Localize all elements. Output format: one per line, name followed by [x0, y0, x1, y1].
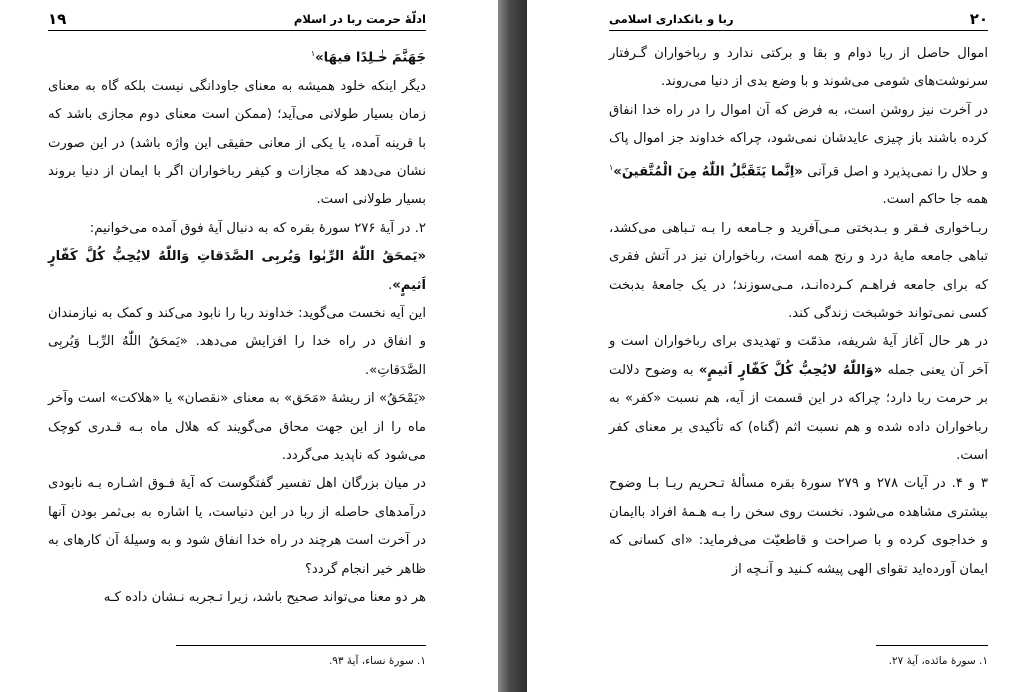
footnote-marker: ۱: [310, 49, 316, 58]
paragraph: در آخرت نیز روشن است، به فرض که آن اموال را در راه خدا انفاق کرده باشند باز چیزی عایدشان نمی‌شود، چراکه خداوند جز اموال پاک و حلال را نمی‌پذیرد و اصل قرآنی «اِنَّما يَتَقَبَّلُ اللّٰهُ مِنَ الْمُتَّقينَ»$^۱$ همه جا حاکم است.: [609, 102, 988, 208]
footnote-divider: [176, 645, 426, 646]
right-page: [527, 0, 1024, 692]
right-page-number: ۲۰: [969, 10, 988, 28]
left-footnote: ۱. سورهٔ نساء، آیهٔ ۹۳.: [328, 655, 426, 667]
paragraph: در میان بزرگان اهل تفسیر گفتگوست که آیهٔ فـوق اشـاره بـه نابودی درآمدهای حاصله از ربا در این دنیاست، یا اشاره به بی‌ثمر بودن آنها در آخرت است هرچند در راه خدا انفاق شود و به وسیلهٔ آن کارهای به ظاهر خیر انجام گردد؟: [48, 476, 426, 577]
quran-verse: «اِنَّما يَتَقَبَّلُ اللّٰهُ مِنَ الْمُتَّقينَ»: [613, 164, 803, 180]
left-page: [0, 0, 498, 692]
paragraph: در هر حال آغاز آیهٔ شریفه، مذمّت و تهدیدی برای رباخواران است و آخر آن یعنی جمله «وَاللّٰهُ لايُحِبُّ كُلَّ كَفّارٍ اَثيمٍ» به وضوح دلالت بر حرمت ربا دارد؛ چراکه در این قسمت از آیه، هم نسبت «کفر» به رباخواران داده شده و هم نسبت اثم (گناه) که تأکیدی بر معنای کفر است.: [609, 334, 988, 464]
footnote-divider: [876, 645, 988, 646]
paragraph: ۳ و ۴. در آیات ۲۷۸ و ۲۷۹ سورهٔ بقره مسألهٔ تـحریم ربـا بـا وضوح بیشتری مشاهده می‌شود. نخست روی سخن را بـه هـمهٔ افراد باایمان و خداجوی کرده و با صراحت و قاطعیّت می‌فرماید: «ای کسانی که ایمان آورده‌اید تقوای الهی پیشه کـنید و آنـچه از: [609, 476, 988, 577]
left-running-title: ادلّهٔ حرمت ربا در اسلام: [293, 12, 426, 26]
quran-verse: «يَمحَقُ اللّٰهُ الرِّبٰوا وَيُربِى الصَّدَقاتِ وَاللّٰهُ لايُحِبُّ كُلَّ كَفّارٍ اَثيمٍ»: [48, 249, 426, 293]
paragraph: «يَمحَقُ اللّٰهُ الرِّبٰوا وَيُربِى الصَّدَقاتِ وَاللّٰهُ لايُحِبُّ كُلَّ كَفّارٍ اَثيمٍ».: [48, 249, 426, 293]
paragraph: [48, 40, 426, 73]
quran-verse: «وَاللّٰهُ لايُحِبُّ كُلَّ كَفّارٍ اَثيمٍ»: [698, 362, 883, 378]
right-footnote: ۱. سورهٔ مائده، آیهٔ ۲۷.: [888, 655, 988, 667]
left-body-text: [48, 40, 426, 613]
footnote-marker: ۱: [609, 162, 614, 172]
quran-verse: جَهَنَّمَ خٰـلِدًا فيهَا»: [315, 50, 426, 66]
paragraph: ۲. در آیهٔ ۲۷۶ سورهٔ بقره که به دنبال آیهٔ فوق آمده می‌خوانیم:: [89, 220, 426, 236]
paragraph: ربـاخواری فـقر و بـدبختی مـی‌آفرید و جـامعه را بـه تـباهی می‌کشد، تباهی جامعه مایهٔ درد و رنج همه است، رباخواران نیز در آتش فقری که برای جامعه فراهـم کـرده‌انـد، مـی‌سوزند؛ در یک جامعهٔ بدبخت کسی نمی‌تواند خوشبخت زندگی کند.: [609, 220, 988, 322]
book-gutter: [498, 0, 527, 692]
paragraph: دیگر اینکه خلود همیشه به معنای جاودانگی نیست بلکه گاه به معنای زمان بسیار طولانی می‌آید؛ (ممکن است معنای دوم مجازی باشد که با قرینه آمده، یا یکی از معانی حقیقی این واژه باشد) در این صورت نشان می‌دهد که مجازات و کیفر رباخواران اگر با ایمان از دنیا بروند بسیار طولانی است.: [48, 78, 426, 208]
paragraph: «يَمْحَقُ» از ریشهٔ «مَحَق» به معنای «نقصان» یا «هلاکت» است وآخر ماه را از این جهت محاق می‌گویند که هلال ماه بـه قـدری کوچک می‌شود که ناپدید می‌گردد.: [48, 391, 426, 464]
right-page-header: [609, 8, 988, 31]
paragraph: هر دو معنا می‌تواند صحیح باشد، زیرا تـجربه نـشان داده کـه: [103, 590, 426, 606]
right-running-title: ربا و بانکداری اسلامی: [609, 12, 734, 26]
right-body-text: [609, 40, 988, 584]
paragraph: این آیه نخست می‌گوید: خداوند ربا را نابود می‌کند و کمک به نیازمندان و انفاق در راه خدا را افزایش می‌دهد. «يَمحَقُ اللّٰهُ الرِّبـا وَيُربِى الصَّدَقاتِ».: [48, 306, 426, 378]
paragraph: اموال حاصل از ربا دوام و بقا و برکتی ندارد و رباخواران گـرفتار سرنوشت‌های شومی می‌شوند و با وضع بدی از دنیا می‌روند.: [609, 46, 988, 90]
left-page-header: [48, 8, 426, 31]
left-page-number: ۱۹: [48, 10, 67, 28]
